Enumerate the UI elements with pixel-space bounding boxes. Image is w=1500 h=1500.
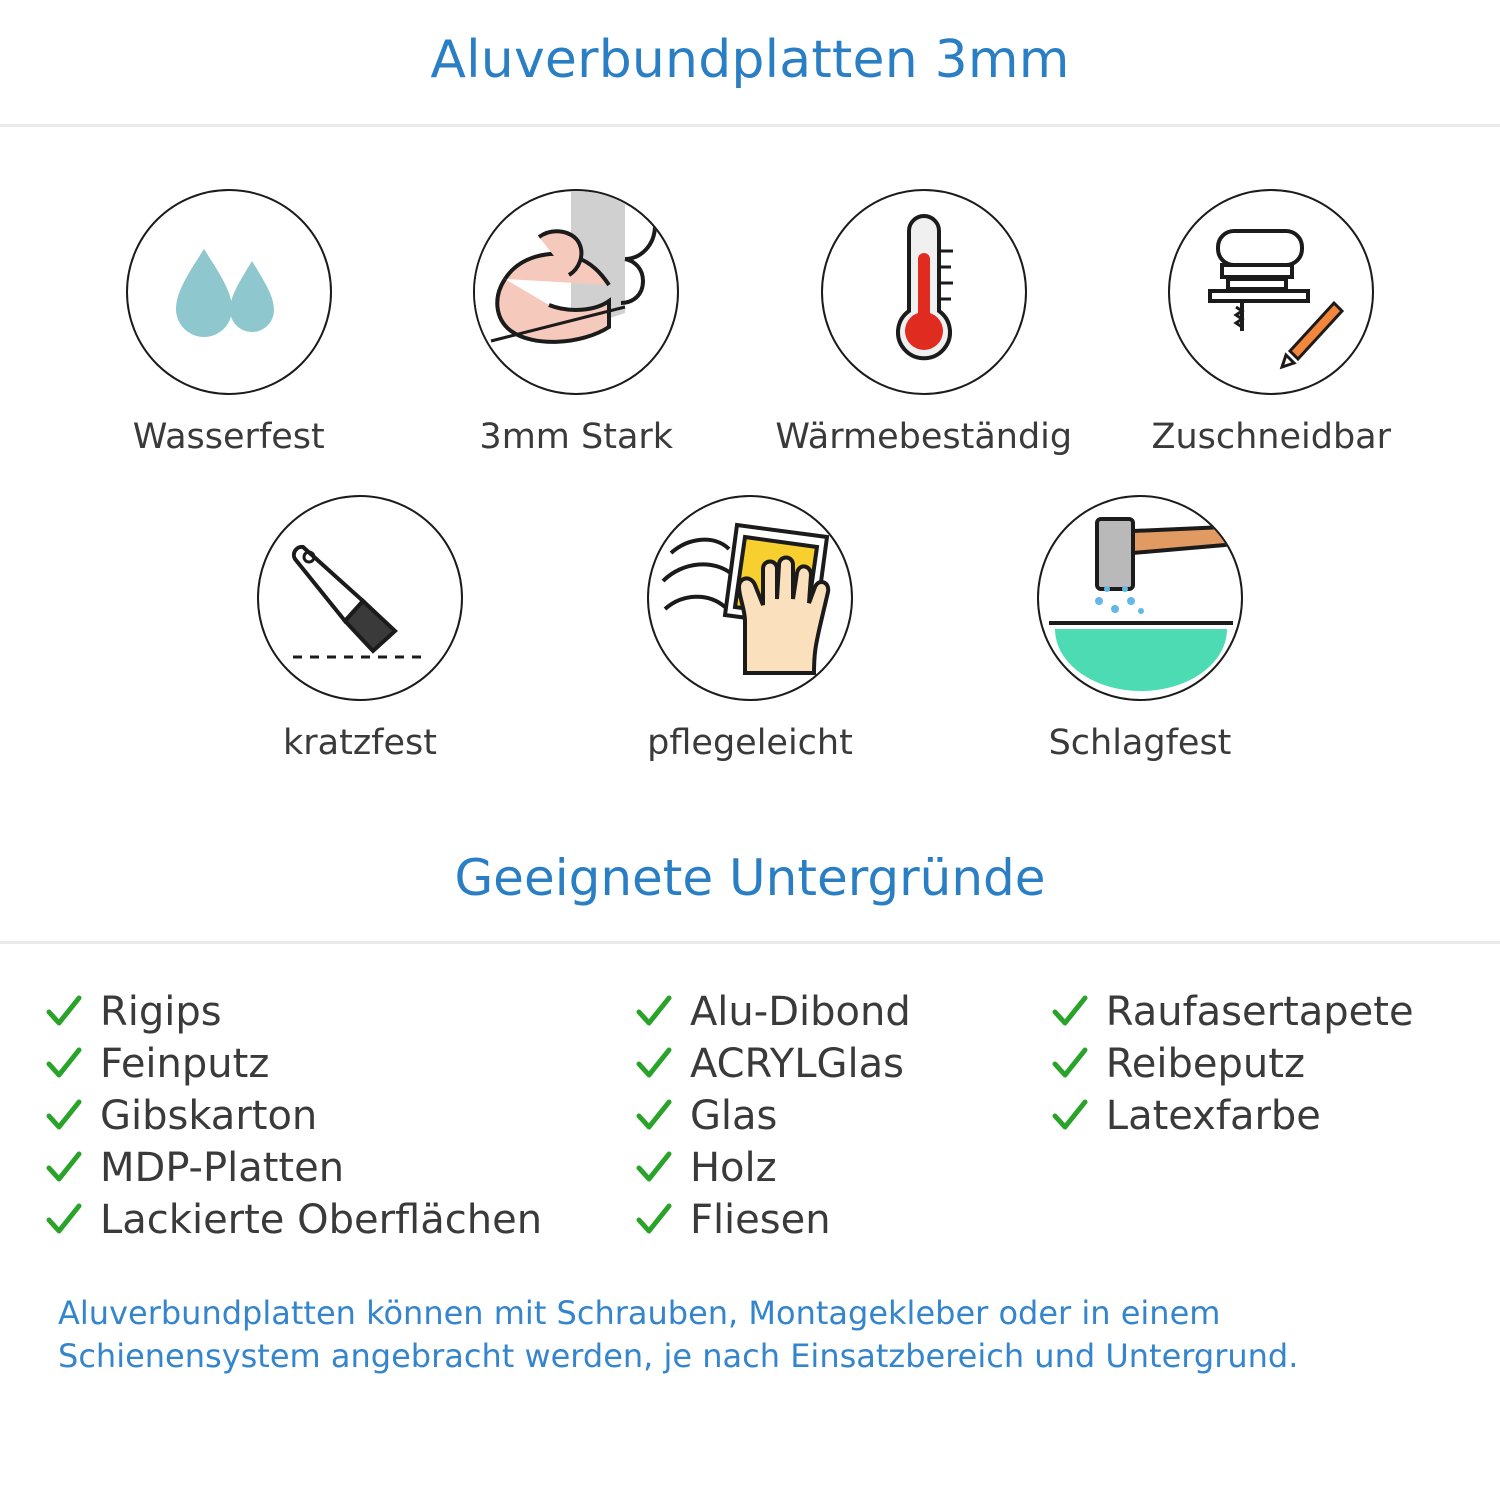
hand-cleaning-cloth-icon [649, 684, 851, 701]
check-icon [634, 1096, 674, 1136]
list-item [44, 1142, 634, 1193]
feature-icon-circle [647, 495, 853, 701]
feature-row-1 [55, 189, 1445, 457]
list-item-label: Reibeputz [1105, 1040, 1305, 1087]
feature-label: 3mm Stark [479, 417, 674, 457]
list-item [634, 1090, 1050, 1141]
feature-icon-circle [473, 189, 679, 395]
feature-icon-circle [1168, 189, 1374, 395]
substrate-column-1 [44, 986, 634, 1246]
substrate-column-3 [1050, 986, 1456, 1142]
list-item-label: Lackierte Oberflächen [100, 1196, 543, 1243]
header [0, 0, 1500, 127]
check-icon [634, 1200, 674, 1240]
list-item [634, 986, 1050, 1037]
list-item-label: ACRYLGlas [689, 1040, 904, 1087]
feature-label: Wärmebeständig [775, 417, 1073, 457]
check-icon [634, 1148, 674, 1188]
feature-3mm-stark [403, 189, 751, 457]
list-item-label: Fliesen [689, 1196, 831, 1243]
jigsaw-cutter-icon [1170, 378, 1372, 395]
feature-label: kratzfest [282, 723, 437, 763]
feature-label: Zuschneidbar [1151, 417, 1392, 457]
list-item-label: Raufasertapete [1105, 988, 1414, 1035]
footer-note: Aluverbundplatten können mit Schrauben, Montagekleber oder in einem Schienensystem angebracht werden, je nach Einsatzbereich und Untergrund. [58, 1294, 1299, 1376]
check-icon [1050, 1096, 1090, 1136]
check-icon [634, 992, 674, 1032]
check-icon [44, 1200, 84, 1240]
feature-label: pflegeleicht [647, 723, 853, 763]
feature-zuschneidbar [1098, 189, 1446, 457]
list-item [44, 986, 634, 1037]
page-title: Aluverbundplatten 3mm [430, 30, 1070, 90]
check-icon [44, 1096, 84, 1136]
list-item [634, 1194, 1050, 1245]
feature-pflegeleicht [555, 495, 945, 763]
list-item-label: Holz [689, 1144, 777, 1191]
feature-icon-circle [1037, 495, 1243, 701]
list-item [1050, 1038, 1456, 1089]
list-item [1050, 986, 1456, 1037]
feature-icon-circle [126, 189, 332, 395]
list-item [44, 1038, 634, 1089]
check-icon [1050, 992, 1090, 1032]
list-item [634, 1038, 1050, 1089]
list-item-label: Gibskarton [100, 1092, 318, 1139]
list-item [634, 1142, 1050, 1193]
header-divider [0, 124, 1500, 127]
list-item-label: MDP-Platten [100, 1144, 345, 1191]
list-item [44, 1090, 634, 1141]
feature-wasserfest [55, 189, 403, 457]
list-item-label: Rigips [100, 988, 222, 1035]
feature-row-2 [55, 495, 1445, 763]
list-item-label: Alu-Dibond [689, 988, 911, 1035]
feature-section [0, 189, 1500, 763]
check-icon [1050, 1044, 1090, 1084]
substrate-lists [0, 944, 1500, 1246]
list-item-label: Glas [689, 1092, 778, 1139]
list-item [1050, 1090, 1456, 1141]
list-item-label: Feinputz [100, 1040, 270, 1087]
flexed-arm-icon [475, 378, 677, 395]
feature-waermebestaendig [750, 189, 1098, 457]
subsection-title: Geeignete Untergründe [454, 849, 1046, 907]
check-icon [44, 1148, 84, 1188]
check-icon [634, 1044, 674, 1084]
feature-icon-circle [257, 495, 463, 701]
substrate-column-2 [634, 986, 1050, 1246]
feature-label: Wasserfest [132, 417, 325, 457]
list-item [44, 1194, 634, 1245]
feature-schlagfest [945, 495, 1335, 763]
feature-label: Schlagfest [1048, 723, 1232, 763]
check-icon [44, 992, 84, 1032]
hammer-impact-icon [1039, 684, 1241, 701]
knife-scratch-icon [259, 684, 461, 701]
list-item-label: Latexfarbe [1105, 1092, 1321, 1139]
water-drops-icon [128, 378, 330, 395]
thermometer-icon [823, 378, 1025, 395]
feature-kratzfest [165, 495, 555, 763]
feature-icon-circle [821, 189, 1027, 395]
check-icon [44, 1044, 84, 1084]
